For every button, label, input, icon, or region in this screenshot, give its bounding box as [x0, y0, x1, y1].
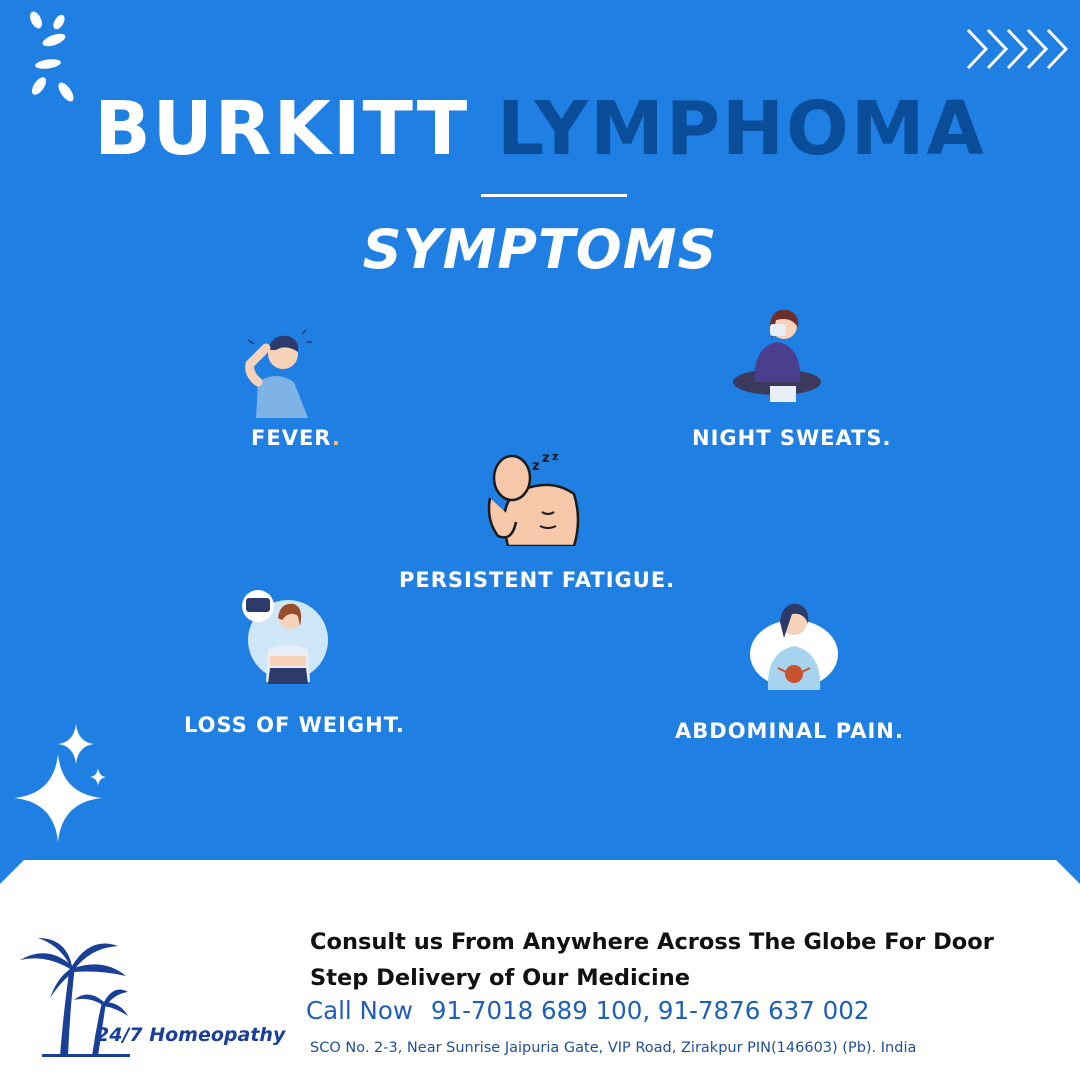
- phone-numbers[interactable]: 91-7018 689 100, 91-7876 637 002: [430, 996, 870, 1025]
- address: SCO No. 2-3, Near Sunrise Jaipuria Gate, VIP Road, Zirakpur PIN(146603) (Pb). India: [310, 1040, 917, 1056]
- footer-tagline: Consult us From Anywhere Across The Globe For Door Step Delivery of Our Medicine: [310, 929, 994, 991]
- title-word-1: BURKITT: [94, 86, 470, 172]
- symptom-fever-dot: .: [331, 426, 341, 450]
- title-divider: [481, 194, 627, 197]
- symptom-fever: [251, 426, 341, 450]
- weight-loss-person-icon: [238, 590, 332, 686]
- symptom-night-sweats: NIGHT SWEATS.: [692, 426, 892, 450]
- fever-person-icon: [236, 330, 316, 418]
- svg-text:z: z: [532, 459, 540, 474]
- symptom-abdominal-pain: ABDOMINAL PAIN.: [675, 719, 904, 743]
- sparkle-icon: [10, 722, 110, 846]
- title-word-2: LYMPHOMA: [496, 86, 986, 172]
- tired-person-icon: [482, 450, 586, 546]
- call-line[interactable]: [306, 996, 869, 1025]
- symptom-loss-of-weight: LOSS OF WEIGHT.: [184, 713, 405, 737]
- symptom-persistent-fatigue: PERSISTENT FATIGUE.: [399, 568, 676, 592]
- call-now-label: Call Now: [306, 996, 413, 1025]
- chevron-arrows-icon: [964, 26, 1074, 72]
- night-sweats-person-icon: [732, 306, 822, 404]
- symptom-fever-label: FEVER: [251, 426, 332, 450]
- brand-name: 24/7 Homeopathy: [96, 1024, 286, 1046]
- abdominal-pain-person-icon: [748, 598, 842, 690]
- page-title: [0, 86, 1080, 172]
- svg-text:z: z: [542, 451, 550, 466]
- svg-text:z: z: [552, 450, 559, 463]
- page-subtitle: SYMPTOMS: [362, 218, 718, 281]
